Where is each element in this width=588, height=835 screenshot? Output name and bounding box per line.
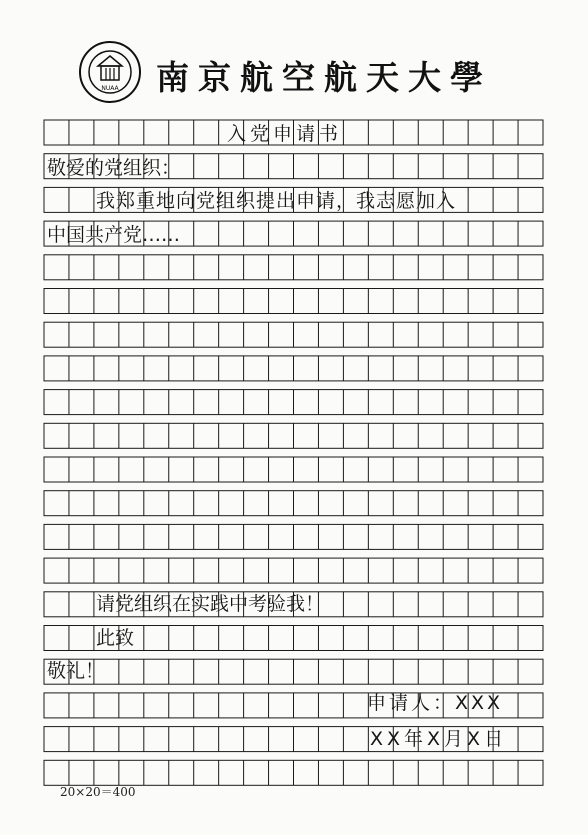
closing-line-3: 敬礼！ (47, 660, 105, 682)
body-line-1: 我郑重地向党组织提出申请，我志愿加入 (96, 190, 457, 212)
salutation: 敬爱的党组织： (47, 157, 181, 179)
grid-row (44, 356, 543, 381)
grid-row (44, 524, 543, 549)
body-line-2: 中国共产党…… (47, 224, 181, 246)
grid-spec-label: 20×20＝400 (60, 785, 136, 799)
letter-title: 入党申请书 (227, 123, 343, 145)
grid-row (44, 390, 543, 415)
date: XX年X月X日 (370, 728, 508, 750)
grid-row (44, 659, 543, 684)
grid-row (44, 423, 543, 448)
closing-line-1: 请党组织在实践中考验我！ (96, 593, 325, 615)
grid-row (44, 255, 543, 280)
grid-row (44, 457, 543, 482)
grid-row (44, 558, 543, 583)
seal-label: NUAA (101, 85, 119, 92)
closing-line-2: 此致 (96, 627, 135, 649)
grid-row (44, 322, 543, 347)
grid-row (44, 760, 543, 785)
grid-row (44, 491, 543, 516)
grid-row (44, 289, 543, 314)
signature: 申请人：XXX (367, 692, 504, 714)
university-name: 南京航空航天大學 (156, 58, 492, 97)
